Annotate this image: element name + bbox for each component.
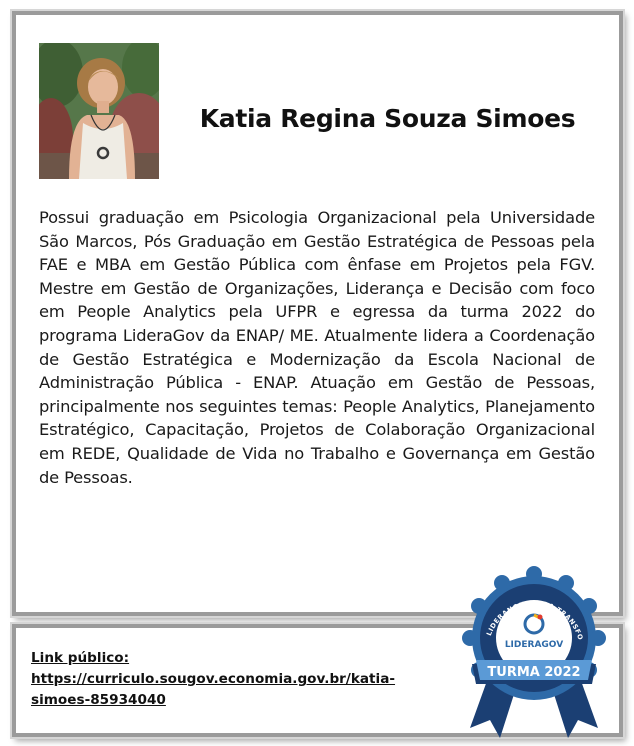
public-link[interactable] — [31, 648, 411, 711]
badge-cohort: TURMA 2022 — [487, 665, 581, 680]
profile-bio: Possui graduação em Psicologia Organizacional pela Universidade São Marcos, Pós Graduação em Gestão Estratégica de Pessoas pela FAE e MBA em Gestão Pública com ênfase em Projetos pela FGV. Mestre em Gestão de Organizações, Liderança e Decisão com foco em People Analytics pela UFPR e egressa da turma 2022 do programa LideraGov da ENAP/ ME. Atualmente lidera a Coordenação de Gestão Estratégica e Modernização da Escola Nacional de Administração Pública - ENAP. Atuação em Gestão de Pessoas, principalmente nos seguintes temas: People Analytics, Planejamento Estratégico, Capacitação, Projetos de Colaboração Organizacional em REDE, Qualidade de Vida no Trabalho e Governança em Gestão de Pessoas. — [39, 208, 595, 487]
public-link-url-line1[interactable]: https://curriculo.sougov.economia.gov.br/katia- — [31, 671, 396, 687]
profile-name: Katia Regina Souza Simoes — [199, 104, 576, 133]
liderago-badge — [448, 560, 620, 741]
badge-arc-text: LIDERANÇAS PARA TRANSFO — [485, 599, 585, 642]
badge-program: LIDERAGOV — [504, 640, 564, 650]
profile-photo — [39, 43, 159, 179]
public-link-label: Link público: — [31, 650, 130, 666]
public-link-url-line2[interactable]: simoes-85934040 — [31, 692, 166, 708]
